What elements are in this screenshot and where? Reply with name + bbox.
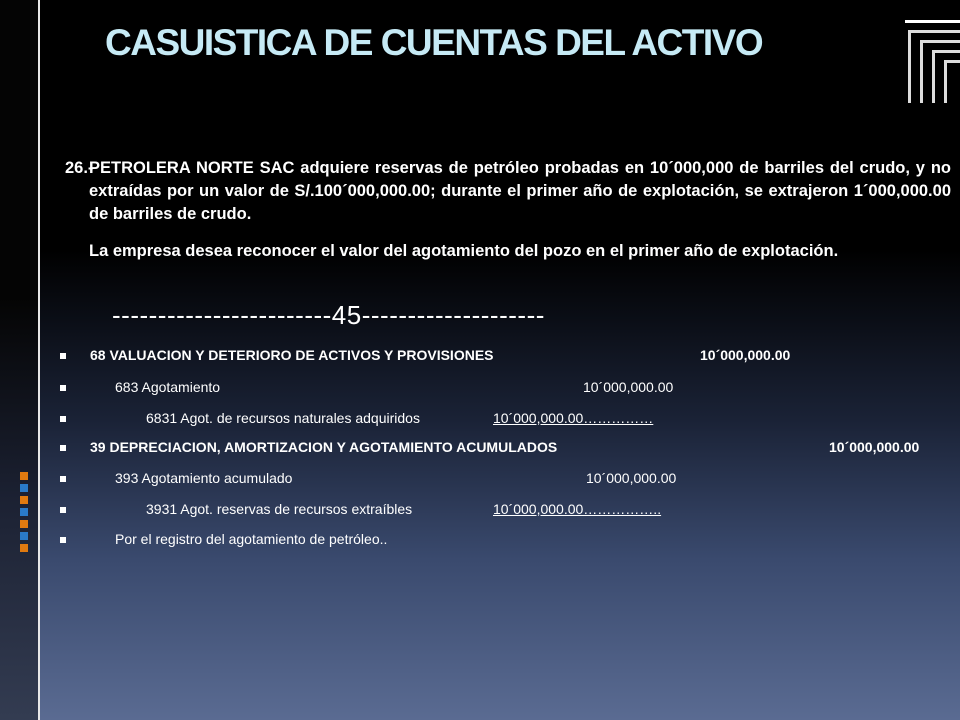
bullet-icon — [60, 353, 66, 359]
entry-amount-68: 10´000,000.00 — [700, 347, 791, 363]
entry-amount-6831: 10´000,000.00…………… — [493, 410, 654, 426]
entry-description: Por el registro del agotamiento de petróleo.. — [115, 531, 388, 547]
problem-statement — [65, 157, 951, 226]
bullet-icon — [60, 476, 66, 482]
problem-objective — [89, 240, 951, 263]
entry-label-393: 393 Agotamiento acumulado — [115, 470, 293, 486]
separator-left: ------------------------ — [112, 300, 332, 330]
bullet-icon — [60, 445, 66, 451]
entry-label-3931: 3931 Agot. reservas de recursos extraíbles — [146, 501, 413, 517]
bullet-icon — [60, 416, 66, 422]
slide-title: CASUISTICA DE CUENTAS DEL ACTIVO — [105, 22, 763, 63]
problem-number: 26.- — [65, 159, 94, 177]
separator-right: -------------------- — [361, 300, 545, 330]
entry-amount-393: 10´000,000.00 — [586, 470, 677, 486]
bullet-icon — [60, 537, 66, 543]
left-bar — [0, 0, 38, 720]
problem-objective-text: La empresa desea reconocer el valor del agotamiento del pozo en el primer año de explotación. — [89, 242, 839, 260]
problem-text: PETROLERA NORTE SAC adquiere reservas de petróleo probadas en 10´000,000 de barriles del crudo, y no extraídas por un valor de S/.100´000,000.00; durante el primer año de explotación, se extrajeron 1´000,000.00 de barriles de crudo. — [89, 159, 951, 223]
entry-label-68: 68 VALUACION Y DETERIORO DE ACTIVOS Y PROVISIONES — [90, 347, 494, 363]
entry-amount-39: 10´000,000.00 — [829, 439, 920, 455]
left-separator — [38, 0, 40, 720]
entry-label-6831: 6831 Agot. de recursos naturales adquiridos — [146, 410, 420, 426]
entry-amount-683: 10´000,000.00 — [583, 379, 674, 395]
entry-label-683: 683 Agotamiento — [115, 379, 221, 395]
entry-label-39: 39 DEPRECIACION, AMORTIZACION Y AGOTAMIENTO ACUMULADOS — [90, 439, 558, 455]
bullet-icon — [60, 385, 66, 391]
separator-number: 45 — [331, 300, 362, 330]
entry-amount-3931: 10´000,000.00…………….. — [493, 501, 662, 517]
bullet-icon — [60, 507, 66, 513]
page-separator — [112, 300, 545, 331]
